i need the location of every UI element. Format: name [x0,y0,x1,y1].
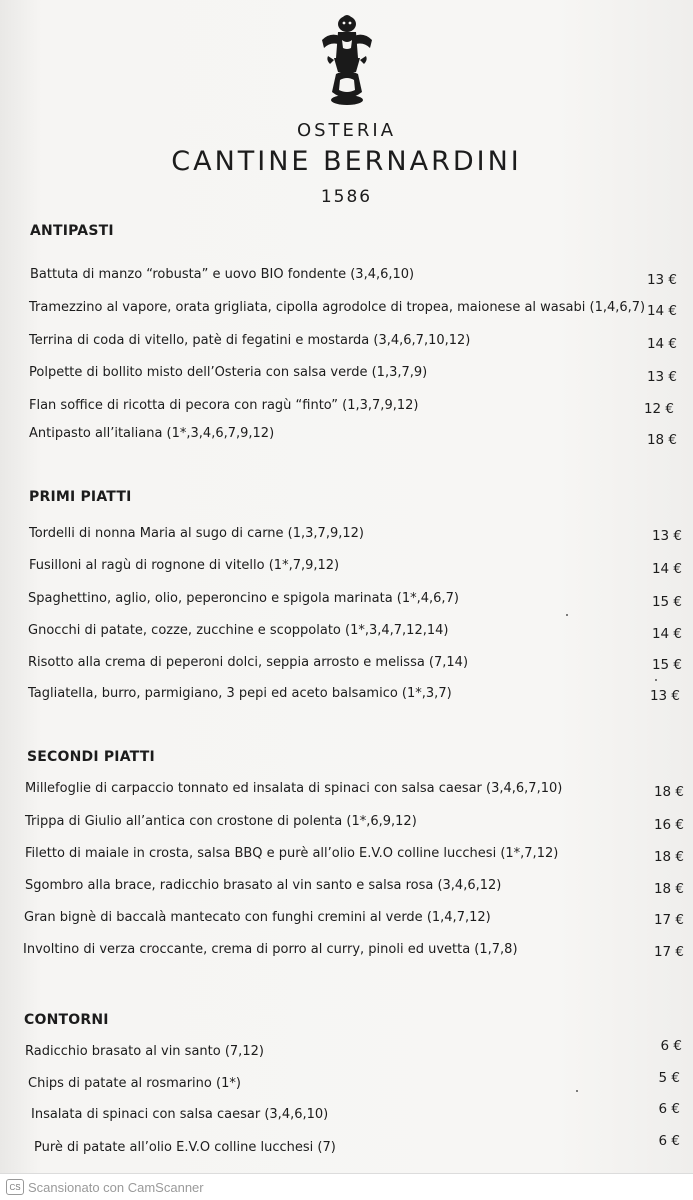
menu-item-price: 18 € [653,849,684,865]
menu-item-name: Antipasto all’italiana (1*,3,4,6,7,9,12) [29,426,275,441]
menu-item-price: 13 € [651,528,682,544]
menu-item-name: Tramezzino al vapore, orata grigliata, cipolla agrodolce di tropea, maionese al wasabi (1,4,6,7) [29,300,646,315]
menu-item-name: Millefoglie di carpaccio tonnato ed insalata di spinaci con salsa caesar (3,4,6,7,10) [25,781,563,796]
scan-speck [576,1090,578,1092]
menu-item-name: Purè di patate all’olio E.V.O colline lucchesi (7) [34,1140,336,1155]
menu-item-name: Fusilloni al ragù di rognone di vitello (1*,7,9,12) [29,558,340,573]
menu-item-name: Gran bignè di baccalà mantecato con funghi cremini al verde (1,4,7,12) [24,910,491,925]
menu-item-price: 14 € [646,303,677,319]
menu-item-name: Trippa di Giulio all’antica con crostone di polenta (1*,6,9,12) [25,814,417,829]
menu-item-price: 15 € [651,594,682,610]
menu-item-name: Tagliatella, burro, parmigiano, 3 pepi ed aceto balsamico (1*,3,7) [28,686,452,701]
menu-item-price: 13 € [649,688,680,704]
menu-item-price: 15 € [651,657,682,673]
menu-item-name: Sgombro alla brace, radicchio brasato al vin santo e salsa rosa (3,4,6,12) [25,878,502,893]
menu-item-price: 14 € [651,561,682,577]
scan-speck [566,614,568,616]
restaurant-type: OSTERIA [296,120,397,141]
menu-item-price: 12 € [643,401,674,417]
menu-item-price: 13 € [646,272,677,288]
camscanner-icon: CS [6,1179,24,1195]
menu-item-price: 18 € [653,784,684,800]
menu-item-name: Involtino di verza croccante, crema di porro al curry, pinoli ed uvetta (1,7,8) [23,942,518,957]
menu-item-name: Filetto di maiale in crosta, salsa BBQ e purè all’olio E.V.O colline lucchesi (1*,7,12) [25,846,559,861]
menu-item-price: 6 € [658,1133,680,1149]
menu-item-price: 13 € [646,369,677,385]
restaurant-name: CANTINE BERNARDINI [171,146,522,177]
menu-item-name: Polpette di bollito misto dell’Osteria con salsa verde (1,3,7,9) [29,365,428,380]
menu-item-price: 6 € [660,1038,682,1054]
menu-item-name: Spaghettino, aglio, olio, peperoncino e spigola marinata (1*,4,6,7) [28,591,459,606]
section-title-secondi-piatti: SECONDI PIATTI [27,749,155,765]
section-title-contorni: CONTORNI [24,1012,109,1028]
menu-item-name: Tordelli di nonna Maria al sugo di carne (1,3,7,9,12) [29,526,364,541]
menu-item-name: Insalata di spinaci con salsa caesar (3,4,6,10) [31,1107,329,1122]
crest-figure-icon [318,14,376,110]
menu-item-name: Flan soffice di ricotta di pecora con ragù “finto” (1,3,7,9,12) [29,398,419,413]
menu-item-price: 6 € [658,1101,680,1117]
menu-item-price: 14 € [651,626,682,642]
scan-speck [655,679,657,681]
menu-item-price: 5 € [658,1070,680,1086]
menu-item-name: Battuta di manzo “robusta” e uovo BIO fondente (3,4,6,10) [30,267,415,282]
section-title-antipasti: ANTIPASTI [30,223,114,239]
menu-item-name: Gnocchi di patate, cozze, zucchine e scoppolato (1*,3,4,7,12,14) [28,623,449,638]
menu-item-name: Risotto alla crema di peperoni dolci, seppia arrosto e melissa (7,14) [28,655,469,670]
menu-item-price: 18 € [646,432,677,448]
menu-item-price: 17 € [653,912,684,928]
section-title-primi-piatti: PRIMI PIATTI [29,489,132,505]
scanner-footer [0,1173,693,1200]
menu-item-name: Terrina di coda di vitello, patè di fegatini e mostarda (3,4,6,7,10,12) [29,333,471,348]
menu-item-price: 16 € [653,817,684,833]
menu-item-price: 14 € [646,336,677,352]
menu-item-name: Radicchio brasato al vin santo (7,12) [25,1044,264,1059]
menu-item-price: 17 € [653,944,684,960]
founding-year: 1586 [320,187,373,207]
menu-item-price: 18 € [653,881,684,897]
scanner-watermark-text: Scansionato con CamScanner [28,1179,204,1195]
menu-item-name: Chips di patate al rosmarino (1*) [28,1076,241,1091]
